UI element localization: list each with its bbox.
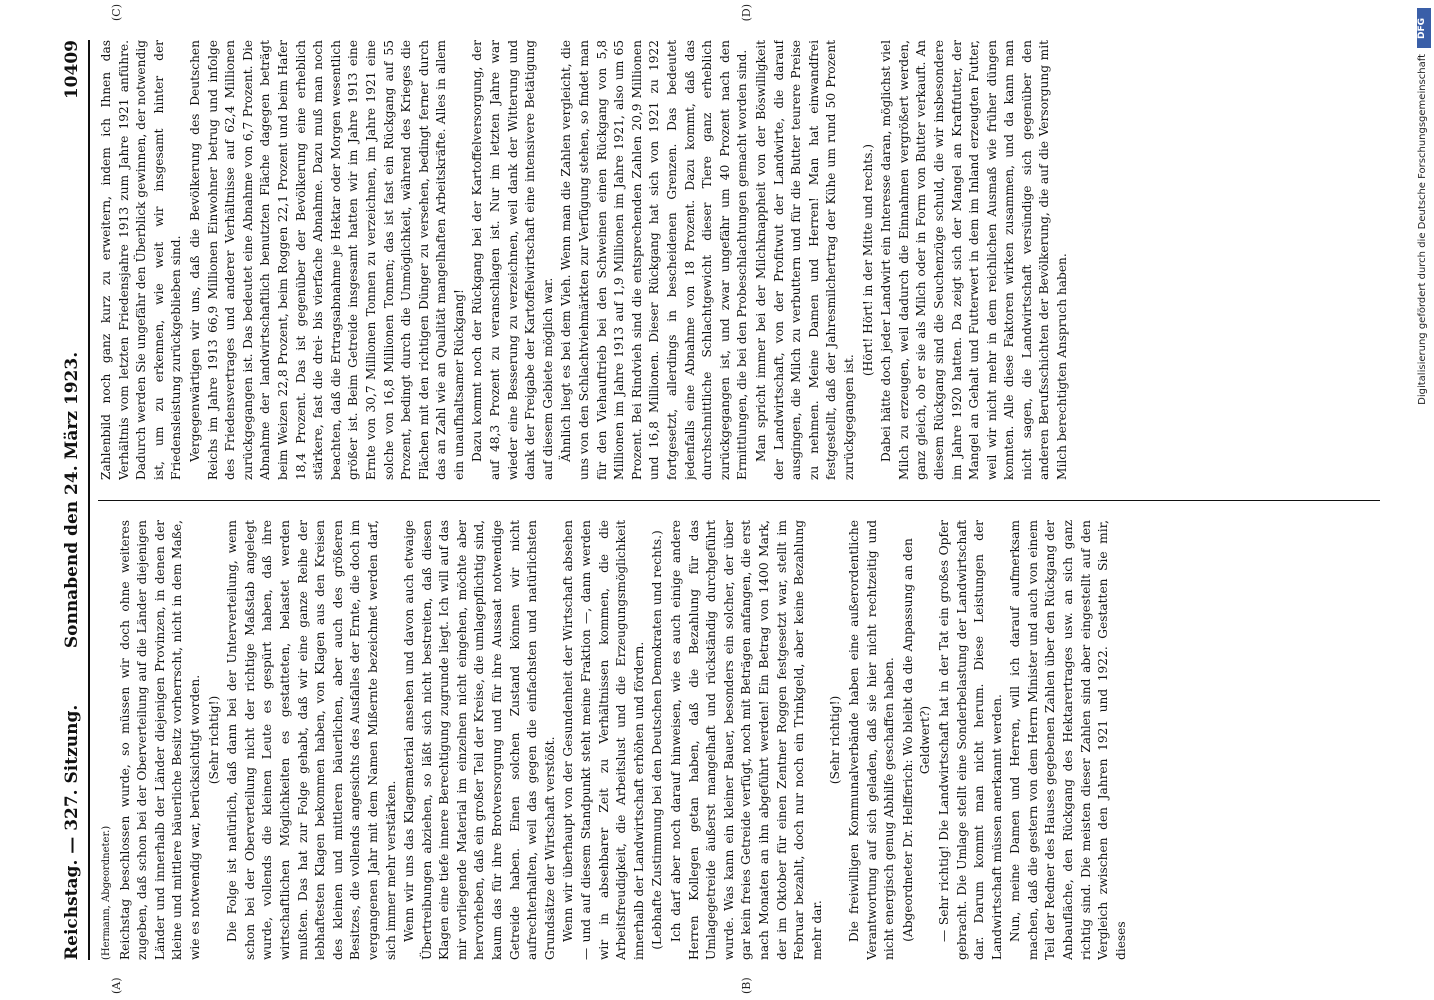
interjection: (Abgeordneter Dr. Helfferich: Wo bleibt da die Anpassung an den Geldwert?): [900, 538, 933, 942]
paragraph: Zahlenbild noch ganz kurz zu erweitern, indem ich Ihnen das Verhältnis vom letzten Friedensjahre 1913 zum Jahre 1921 anführe. Dadurch werden Sie ungefähr den Überblick gewinnen, der notwendig ist, um zu erkennen, wie weit wir insgesamt hinter der Friedensleistung zurückgeblieben sind.: [99, 40, 184, 480]
digitization-credit: [1414, 8, 1432, 988]
margin-marker-d: (D): [740, 4, 753, 22]
right-column: [98, 40, 1380, 480]
paragraph: Vergegenwärtigen wir uns, daß die Bevölkerung des Deutschen Reichs im Jahre 1913 66,9 Millionen Einwohner betrug und infolge des Friedensvertrages und anderer Verhältnisse auf 62,4 Millionen zurückgegangen ist. Das bedeutet eine Abnahme von 6,7 Prozent. Die Abnahme der landwirtschaftlich benutzten Fläche dagegen beträgt beim Weizen 22,8 Prozent, beim Roggen 22,1 Prozent und beim Hafer 18,4 Prozent. Das ist gegenüber der Bevölkerung eine erheblich stärkere, fast die drei- bis vierfache Abnahme. Dazu muß man noch beachten, daß die Ertragsabnahme je Hektar oder Morgen wesentlich größer ist. Beim Getreide insgesamt hatten wir im Jahre 1913 eine Ernte von 30,7 Millionen Tonnen zu verzeichnen, im Jahre 1921 eine solche von 16,8 Millionen Tonnen; das ist fast ein Rückgang auf 55 Prozent, bedingt durch die Unmöglichkeit, während des Krieges die Flächen mit den richtigen Dünger zu versehen, bedingt ferner durch das an Zahl wie an Qualität mangelhaften Arbeitskräfte. Alles in allem ein unaufhaltsamer Rückgang!: [187, 40, 466, 480]
paragraph: — Sehr richtig! Die Landwirtschaft hat in der Tat ein großes Opfer gebracht. Die Umlage stellt eine Sonderbelastung der Landwirtschaft dar. Darum kommt man nicht herum. Diese Leistungen der Landwirtschaft müssen anerkannt werden.: [936, 520, 1004, 960]
paragraph: Die freiwilligen Kommunalverbände haben eine außerordentliche Verantwortung auf sich geladen, daß sie hier nicht rechtzeitig und nicht energisch genug Abhilfe geschaffen haben.: [846, 520, 897, 960]
interjection: (Hört! Hört! in der Mitte und rechts.): [860, 143, 875, 377]
margin-marker-b: (B): [740, 977, 753, 994]
paragraph: Ähnlich liegt es bei dem Vieh. Wenn man die Zahlen vergleicht, die uns von den Schlachtviehmärkten zur Verfügung stehen, so findet man für den Viehauftrieb bei den Schweinen einen Rückgang von 5,8 Millionen im Jahre 1913 auf 1,9 Millionen im Jahre 1921, also um 65 Prozent. Bei Rindvieh sind die entsprechenden Zahlen 20,9 Millionen und 16,8 Millionen. Dieser Rückgang hat sich von 1921 zu 1922 fortgesetzt, allerdings in bescheidenen Grenzen. Das bedeutet jedenfalls eine Abnahme von 18 Prozent. Dazu kommt, daß das durchschnittliche Schlachtgewicht dieser Tiere ganz erheblich zurückgegangen ist, und zwar ungefähr um 40 Prozent nach den Ermittlungen, die bei den Probeschlachtungen gemacht worden sind.: [559, 40, 750, 480]
paragraph: Die Folge ist natürlich, daß dann bei der Unterverteilung, wenn schon bei der Oberverteilung nicht der richtige Maßstab angelegt wurde, vollends die kleinen Leute es gespürt haben, daß ihre wirtschaftlichen Möglichkeiten es gestatteten, belastet werden mußten. Das hat zur Folge gehabt, daß wir eine ganze Reihe der lebhaftesten Klagen bekommen haben, von Klagen aus den Kreisen des kleinen und mittleren bäuerlichen, aber auch des größeren Besitzes, die vollends angesichts des Ausfalles der Ernte, die doch im vergangenen Jahr mit dem Namen Mißernte bezeichnet werden darf, sich immer mehr verstärken.: [225, 520, 398, 960]
paragraph: Wenn wir überhaupt von der Gesundenheit der Wirtschaft absehen — und auf diesem Standpunkt steht meine Fraktion —, dann werden wir in absehbarer Zeit zu Verhältnissen kommen, die die Arbeitsfreudigkeit, die Arbeitslust und die Erzeugungsmöglichkeit innerhalb der Landwirtschaft erhöhen und fördern.: [561, 520, 646, 960]
speaker-label: (Hermann, Abgeordneter.): [101, 825, 112, 960]
paragraph: Dazu kommt noch der Rückgang bei der Kartoffelversorgung, der auf 48,3 Prozent zu veranschlagen ist. Nur im letzten Jahre war wieder eine Besserung zu verzeichnen, weil dank der Witterung und dank der Freigabe der Kartoffelwirtschaft eine intensivere Betätigung auf diesem Gebiete möglich war.: [470, 40, 555, 480]
header-center: Sonnabend den 24. März 1923.: [62, 351, 82, 649]
paragraph: Ich darf aber noch darauf hinweisen, wie es auch einige andere Herren Kollegen getan haben, daß die Bezahlung für das Umlagegetreide äußerst mangelhaft und rückständig durchgeführt wurde. Was kann ein kleiner Bauer, besonders ein solcher, der über gar kein freies Getreide verfügt, noch mit Beträgen anfangen, die erst nach Monaten an ihn abgeführt werden! Ein Betrag von 1400 Mark, der im Oktober für einen Zentner Roggen festgesetzt war, stellt im Februar bezahlt, doch nur noch ein Trinkgeld, aber keine Bezahlung mehr dar.: [669, 520, 824, 960]
interjection: (Lebhafte Zustimmung bei den Deutschen Demokraten und rechts.): [650, 530, 665, 950]
margin-marker-a: (A): [110, 977, 123, 994]
paragraph: Nun, meine Damen und Herren, will ich darauf aufmerksam machen, daß die gestern von dem Herrn Minister und auch von einem Teil der Redner des Hauses gegebenen Zahlen über den Rückgang der Anbaufläche, den Rückgang des Hektarertrages usw. an sich ganz richtig sind. Die meisten dieser Zahlen sind aber eingestellt auf den Vergleich zwischen den Jahren 1921 und 1922. Gestatten Sie mir, dieses: [1008, 520, 1128, 960]
left-column: [98, 520, 1380, 960]
rotated-scanned-page: [50, 0, 1400, 1000]
interjection: (Sehr richtig!): [206, 695, 221, 785]
header-left: Reichstag. — 327. Sitzung.: [62, 704, 82, 960]
paragraph: Reichstag beschlossen wurde, so müssen wir doch ohne weiteres zugeben, daß schon bei der Oberverteilung auf die Länder diejenigen Länder und innerhalb der Länder diejenigen Provinzen, in denen der kleine und mittlere bäuerliche Besitz vorherrscht, nicht in dem Maße, wie es notwendig war, berücksichtigt worden.: [117, 520, 202, 960]
column-divider: [98, 500, 1380, 501]
paragraph: Dabei hätte doch jeder Landwirt ein Interesse daran, möglichst viel Milch zu erzeugen, weil dadurch die Einnahmen vergrößert werden, ganz gleich, ob er sie als Milch oder in Form von Butter verkauft. An diesem Rückgang sind die Seuchenzüge schuld, die wir insbesondere im Jahre 1920 hatten. Da zeigt sich der Mangel an Kraftfutter, der Mangel an Gehalt und Futterwert in dem im Inland erzeugten Futter, weil wir nicht mehr in dem reichlichen Ausmaß wie früher düngen konnten. Alle diese Faktoren wirken zusammen, und da kann man nicht sagen, die Landwirtschaft versündige sich gegenüber den anderen Berufsschichten der Bevölkerung, die auf die Versorgung mit Milch berechtigten Anspruch haben.: [879, 40, 1070, 480]
interjection: (Sehr richtig!): [828, 695, 843, 785]
credit-text: Digitalisierung gefördert durch die Deutsche Forschungsgemeinschaft: [1417, 54, 1428, 405]
page-header: [58, 40, 90, 960]
margin-marker-c: (C): [110, 4, 123, 21]
page-number: 10409: [62, 40, 82, 100]
paragraph: Wenn wir uns das Klagematerial ansehen und davon auch etwaige Übertreibungen abziehen, so läßt sich nicht bestreiten, daß diesen Klagen eine tiefe innere Berechtigung zugrunde liegt. Ich will auf das mir vorliegende Material im einzelnen nicht eingehen, möchte aber hervorheben, daß ein großer Teil der Kreise, die umlagepflichtig sind, kaum das für ihre Brotversorgung und für ihre Aussaat notwendige Getreide haben. Einen solchen Zustand können wir nicht aufrechterhalten, weil das gegen die einfachsten und natürlichsten Grundsätze der Wirtschaft verstößt.: [402, 520, 557, 960]
dfg-logo: DFG: [1417, 8, 1431, 48]
paragraph: Man spricht immer bei der Milchknappheit von der Böswilligkeit der Landwirtschaft, von der Profitwut der Landwirte, die darauf ausgingen, die Milch zu verbuttern und für die Butter teurere Preise zu nehmen. Meine Damen und Herren! Man hat einwandfrei festgestellt, daß der Jahresmilchertrag der Kühe um rund 50 Prozent zurückgegangen ist.: [753, 40, 856, 480]
